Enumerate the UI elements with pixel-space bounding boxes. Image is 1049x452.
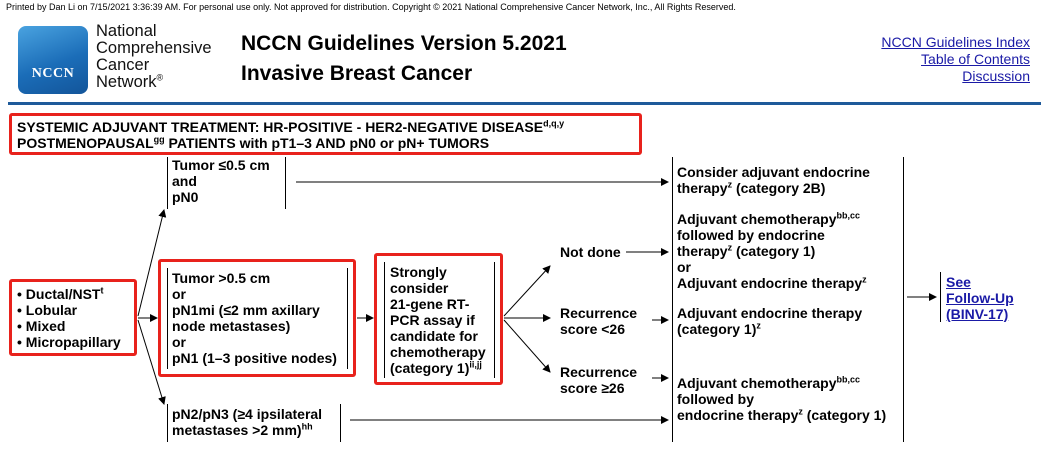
page-heading-line2: $POSTMENOPAUSAL^{gg}$ PATIENTS with pT1–3 AND pN0 or pN+ TUMORS: [17, 134, 490, 151]
table-of-contents-link[interactable]: Table of Contents: [921, 51, 1030, 67]
registered-mark: ®: [156, 72, 164, 83]
org-name-line: Comprehensive: [96, 39, 212, 57]
arrow-to-tumor-small: [138, 210, 164, 316]
rs-high-label: Recurrence score ≥26: [560, 364, 638, 396]
guideline-version: NCCN Guidelines Version 5.2021: [241, 32, 567, 55]
not-done-label: Not done: [560, 244, 621, 260]
arrow-to-not-done: [504, 266, 550, 316]
guideline-title: Invasive Breast Cancer: [241, 62, 473, 85]
arrow-to-tumor-nodes: [138, 320, 164, 404]
histology-item: • Micropapillary: [17, 334, 121, 350]
guidelines-index-link[interactable]: NCCN Guidelines Index: [881, 34, 1030, 50]
rs-low-label: Recurrence score <26: [560, 305, 638, 337]
discussion-link[interactable]: Discussion: [962, 68, 1030, 84]
page-heading-line1: SYSTEMIC ADJUVANT TREATMENT: HR-POSITIVE - HER2-NEGATIVE DISEASE$^{d,q,y}$: [17, 118, 565, 135]
arrow-to-rs-high: [504, 320, 550, 372]
org-name-line: Cancer: [96, 56, 150, 74]
tumor-large-node: Tumor >0.5 cm or pN1mi (≤2 mm axillary node metastases) or pN1 (1–3 positive nodes): [172, 270, 337, 366]
org-name-line: Network®: [96, 72, 164, 91]
print-notice: Printed by Dan Li on 7/15/2021 3:36:39 AM. For personal use only. Not approved for distribution. Copyright © 2021 National Comprehensive Cancer Network, Inc., All Rights Reserved.: [6, 2, 736, 12]
histology-item: • Mixed: [17, 318, 66, 334]
logo-text: NCCN: [31, 66, 75, 81]
histology-item: • Lobular: [17, 302, 78, 318]
treatment-consider-endocrine: Consider adjuvant endocrine therapy$^z$ (category 2B): [677, 164, 870, 196]
treatment-chemo-endocrine: Adjuvant chemotherapy$^{bb,cc}$ followed by endocrine therapy$^z$ (category 1): [677, 374, 887, 423]
tumor-nodes-node: pN2/pN3 (≥4 ipsilateral metastases >2 mm)$^{hh}$: [172, 406, 323, 438]
treatment-chemo-or-endocrine: Adjuvant chemotherapy$^{bb,cc}$ followed by endocrine therapy$^z$ (category 1) or Adjuvant endocrine therapy$^z$: [677, 210, 867, 291]
histology-item: • Ductal/NST$^t$: [17, 285, 104, 302]
rt-pcr-node: Strongly consider 21-gene RT- PCR assay if candidate for chemotherapy (category 1)$^{ii,jj}$: [390, 264, 486, 376]
see-followup-link[interactable]: See Follow-Up (BINV-17): [946, 274, 1014, 322]
org-name-line: National: [96, 22, 157, 40]
treatment-endocrine: Adjuvant endocrine therapy (category 1)$^z$: [677, 305, 863, 337]
tumor-small-node: Tumor ≤0.5 cm and pN0: [172, 157, 270, 205]
